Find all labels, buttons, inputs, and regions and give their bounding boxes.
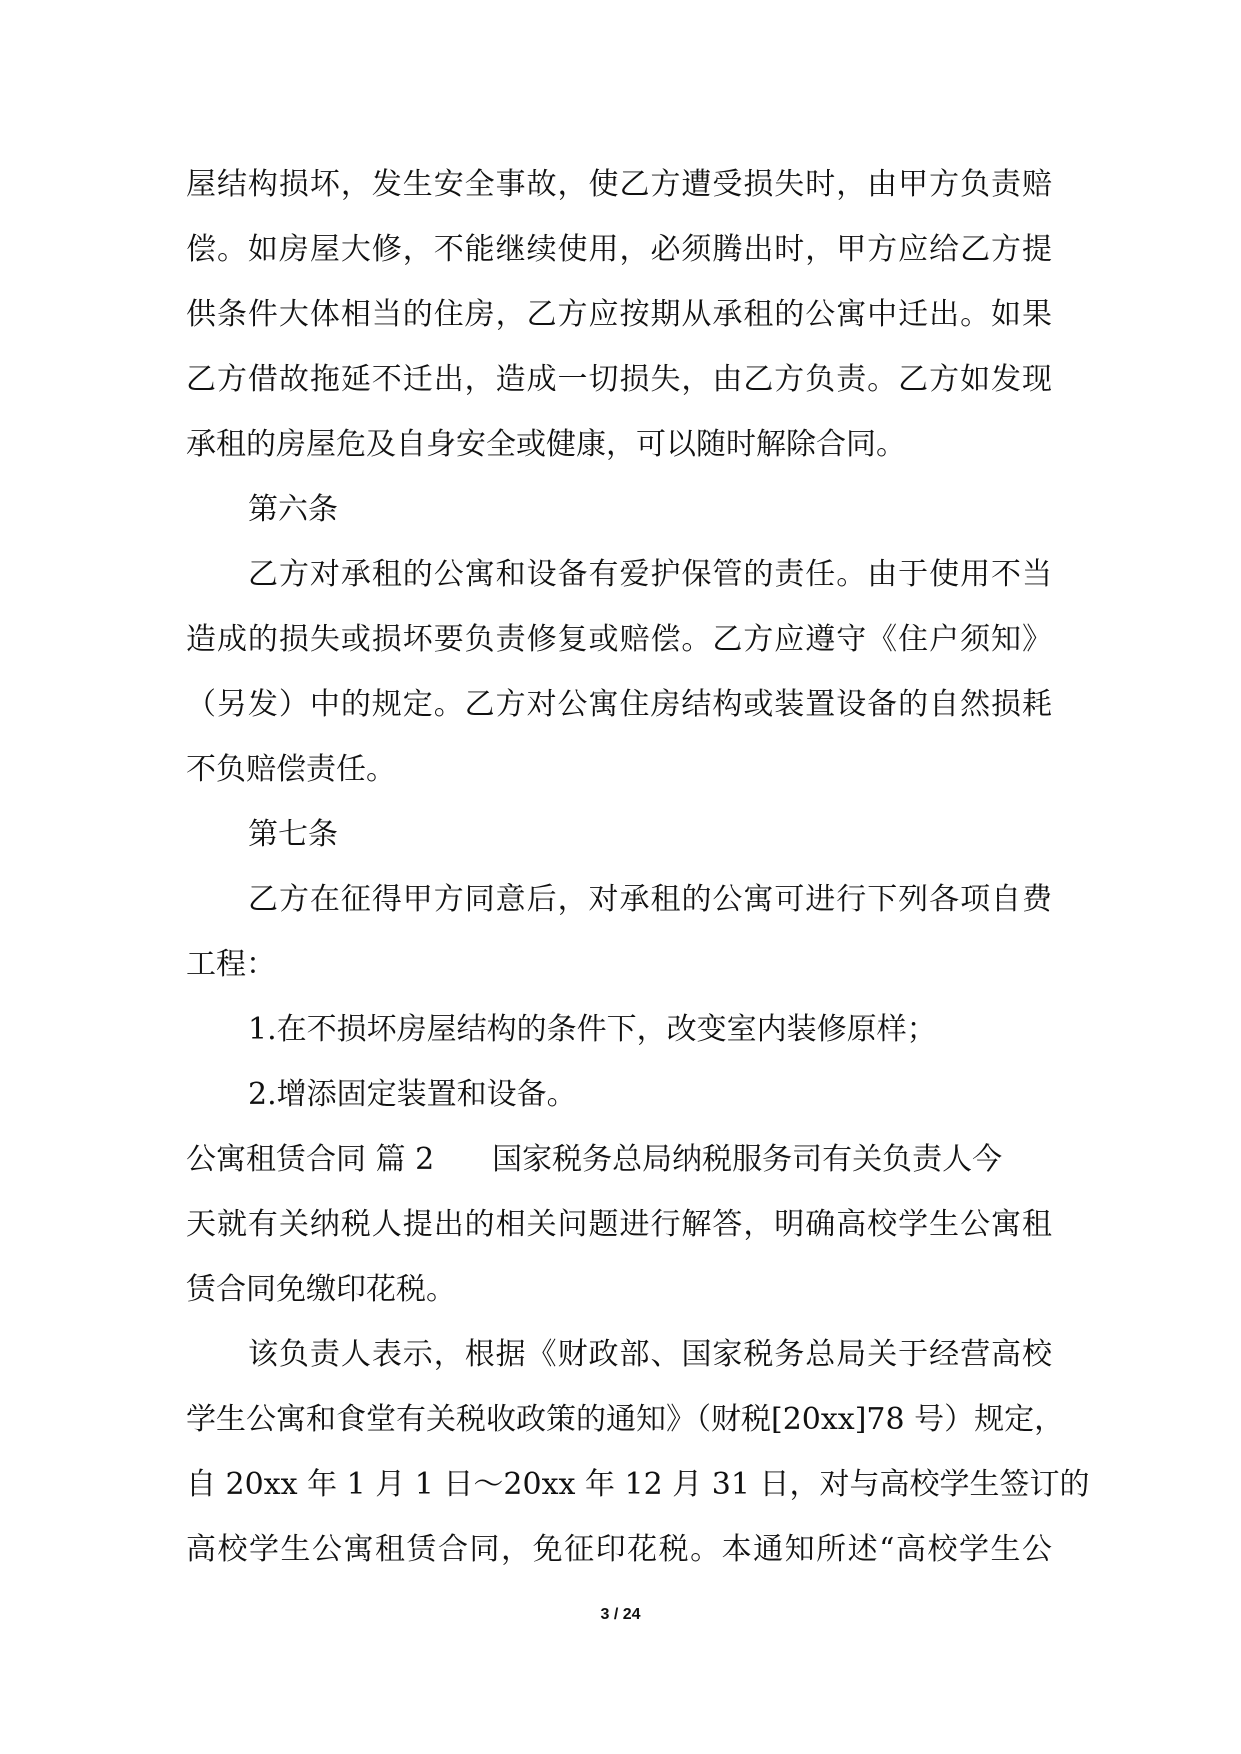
paragraph-line: 造成的损失或损坏要负责修复或赔偿。乙方应遵守《住户须知》 bbox=[186, 622, 1052, 657]
paragraph-line: 不负赔偿责任。 bbox=[186, 752, 396, 787]
paragraph-line: 天就有关纳税人提出的相关问题进行解答，明确高校学生公寓租 bbox=[186, 1207, 1052, 1242]
paragraph-line: 赁合同免缴印花税。 bbox=[186, 1272, 456, 1307]
paragraph-line: 学生公寓和食堂有关税收政策的通知》（财税[20xx]78 号）规定， bbox=[186, 1402, 1065, 1437]
paragraph-line: 工程： bbox=[186, 947, 276, 982]
paragraph-line: 乙方在征得甲方同意后，对承租的公寓可进行下列各项自费 bbox=[248, 882, 1052, 917]
paragraph-line: 乙方借故拖延不迁出，造成一切损失，由乙方负责。乙方如发现 bbox=[186, 362, 1052, 397]
paragraph-line: 供条件大体相当的住房，乙方应按期从承租的公寓中迁出。如果 bbox=[186, 297, 1052, 332]
list-item: 1.在不损坏房屋结构的条件下，改变室内装修原样； bbox=[248, 1012, 937, 1047]
paragraph-line: 该负责人表示，根据《财政部、国家税务总局关于经营高校 bbox=[248, 1337, 1052, 1372]
paragraph-line: 屋结构损坏，发生安全事故，使乙方遭受损失时，由甲方负责赔 bbox=[186, 167, 1052, 202]
article-heading: 第七条 bbox=[248, 817, 338, 852]
section-title: 公寓租赁合同 篇 2 bbox=[186, 1142, 435, 1177]
paragraph-line: 高校学生公寓租赁合同，免征印花税。本通知所述“高校学生公 bbox=[186, 1532, 1052, 1567]
document-body bbox=[186, 152, 1090, 1582]
page-number: 3 / 24 bbox=[600, 1606, 641, 1623]
section-lead-text: 国家税务总局纳税服务司有关负责人今 bbox=[492, 1142, 1003, 1177]
article-heading: 第六条 bbox=[248, 492, 338, 527]
list-item: 2.增添固定装置和设备。 bbox=[248, 1077, 577, 1112]
paragraph-line: 自 20xx 年 1 月 1 日～20xx 年 12 月 31 日，对与高校学生签订的 bbox=[186, 1467, 1090, 1502]
section-heading-line bbox=[186, 1127, 1052, 1192]
paragraph-line: 偿。如房屋大修，不能继续使用，必须腾出时，甲方应给乙方提 bbox=[186, 232, 1052, 267]
paragraph-line: 承租的房屋危及自身安全或健康，可以随时解除合同。 bbox=[186, 427, 906, 462]
paragraph-line: （另发）中的规定。乙方对公寓住房结构或装置设备的自然损耗 bbox=[186, 687, 1052, 722]
paragraph-line: 乙方对承租的公寓和设备有爱护保管的责任。由于使用不当 bbox=[248, 557, 1052, 592]
